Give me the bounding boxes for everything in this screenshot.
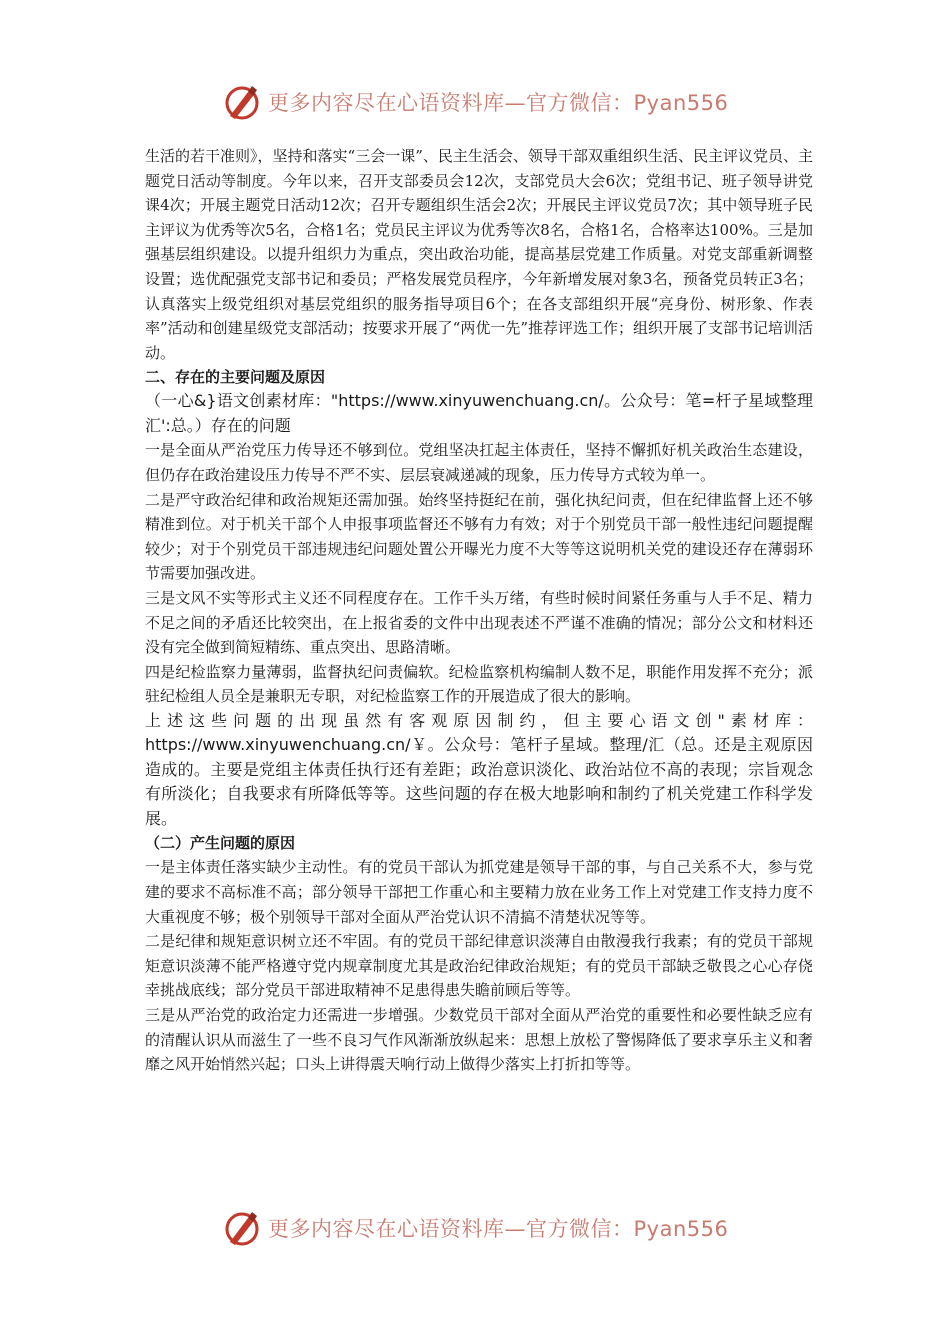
subsection-heading: （一心&}语文创素材库："https://www.xinyuwenchuang.cn/。公众号：笔=杆子星域整理汇':总。）存在的问题 (145, 391, 813, 435)
paragraph: 三是文风不实等形式主义还不同程度存在。工作千头万绪，有些时候时间紧任务重与人手不足、精力不足之间的矛盾还比较突出，在上报省委的文件中出现表述不严谨不准确的情况；部分公文和材料还没有完全做到简短精练、重点突出、思路清晰。 (145, 588, 813, 657)
paragraph: 二是纪律和规矩意识树立还不牢固。有的党员干部纪律意识淡薄自由散漫我行我素；有的党员干部规矩意识淡薄不能严格遵守党内规章制度尤其是政治纪律政治规矩；有的党员干部缺乏敬畏之心心存侥幸挑战底线；部分党员干部进取精神不足患得患失瞻前顾后等等。 (145, 932, 813, 1000)
paragraph: 二是严守政治纪律和政治规矩还需加强。始终坚持挺纪在前，强化执纪问责，但在纪律监督上还不够精准到位。对于机关干部个人申报事项监督还不够有力有效；对于个别党员干部一般性违纪问题提醒较少；对于个别党员干部违规违纪问题处置公开曝光力度不大等等这说明机关党的建设还存在薄弱环节需要加强改进。 (145, 490, 813, 583)
section-heading: 二、存在的主要问题及原因 (145, 368, 326, 387)
header-banner (0, 80, 950, 124)
document-body (145, 144, 813, 1077)
paragraph: 一是全面从严治党压力传导还不够到位。党组坚决扛起主体责任，坚持不懈抓好机关政治生态建设，但仍存在政治建设压力传导不严不实、层层衰减递减的现象，压力传导方式较为单一。 (145, 441, 813, 484)
paragraph: 三是从严治党的政治定力还需进一步增强。少数党员干部对全面从严治党的重要性和必要性缺乏应有的清醒认识从而滋生了一些不良习气作风渐渐放纵起来：思想上放松了警惕降低了要求享乐主义和奢靡之风开始悄然兴起；口头上讲得震天响行动上做得少落实上打折扣等等。 (145, 1005, 813, 1074)
pen-in-circle-logo (222, 1208, 262, 1248)
footer-banner (0, 1206, 950, 1250)
pen-in-circle-logo (222, 82, 262, 122)
banner-text: 更多内容尽在心语资料库—官方微信：Pyan556 (268, 1217, 729, 1241)
paragraph: 四是纪检监察力量薄弱，监督执纪问责偏软。纪检监察机构编制人数不足，职能作用发挥不充分；派驻纪检组人员全是兼职无专职，对纪检监察工作的开展造成了很大的影响。 (145, 662, 813, 706)
subsection-heading: （二）产生问题的原因 (145, 834, 296, 853)
banner-text: 更多内容尽在心语资料库—官方微信：Pyan556 (268, 91, 729, 115)
paragraph: 一是主体责任落实缺少主动性。有的党员干部认为抓党建是领导干部的事，与自己关系不大，参与党建的要求不高标准不高；部分领导干部把工作重心和主要精力放在业务工作上对党建工作支持力度不大重视度不够；极个别领导干部对全面从严治党认识不清搞不清楚状况等等。 (145, 858, 813, 926)
paragraph: 生活的若干准则》，坚持和落实“三会一课”、民主生活会、领导干部双重组织生活、民主评议党员、主题党日活动等制度。今年以来，召开支部委员会12次，支部党员大会6次；党组书记、班子领导讲党课4次；开展主题党日活动12次；召开专题组织生活会2次；开展民主评议党员7次；其中领导班子民主评议为优秀等次5名，合格1名；党员民主评议为优秀等次8名，合格1名，合格率达100%。三是加强基层组织建设。以提升组织力为重点，突出政治功能，提高基层党建工作质量。对党支部重新调整设置；选优配强党支部书记和委员；严格发展党员程序，今年新增发展对象3名，预备党员转正3名；认真落实上级党组织对基层党组织的服务指导项目6个；在各支部组织开展“亮身份、树形象、作表率”活动和创建星级党支部活动；按要求开展了“两优一先”推荐评选工作；组织开展了支部书记培训活动。 (145, 147, 814, 362)
paragraph: 上述这些问题的出现虽然有客观原因制约，但主要心语文创"素材库：https://www.xinyuwenchuang.cn/￥。公众号：笔杆子星域。整理/汇（总。还是主观原因造成的。主要是党组主体责任执行还有差距；政治意识淡化、政治站位不高的表现；宗旨观念有所淡化；自我要求有所降低等等。这些问题的存在极大地影响和制约了机关党建工作科学发展。 (145, 710, 813, 828)
